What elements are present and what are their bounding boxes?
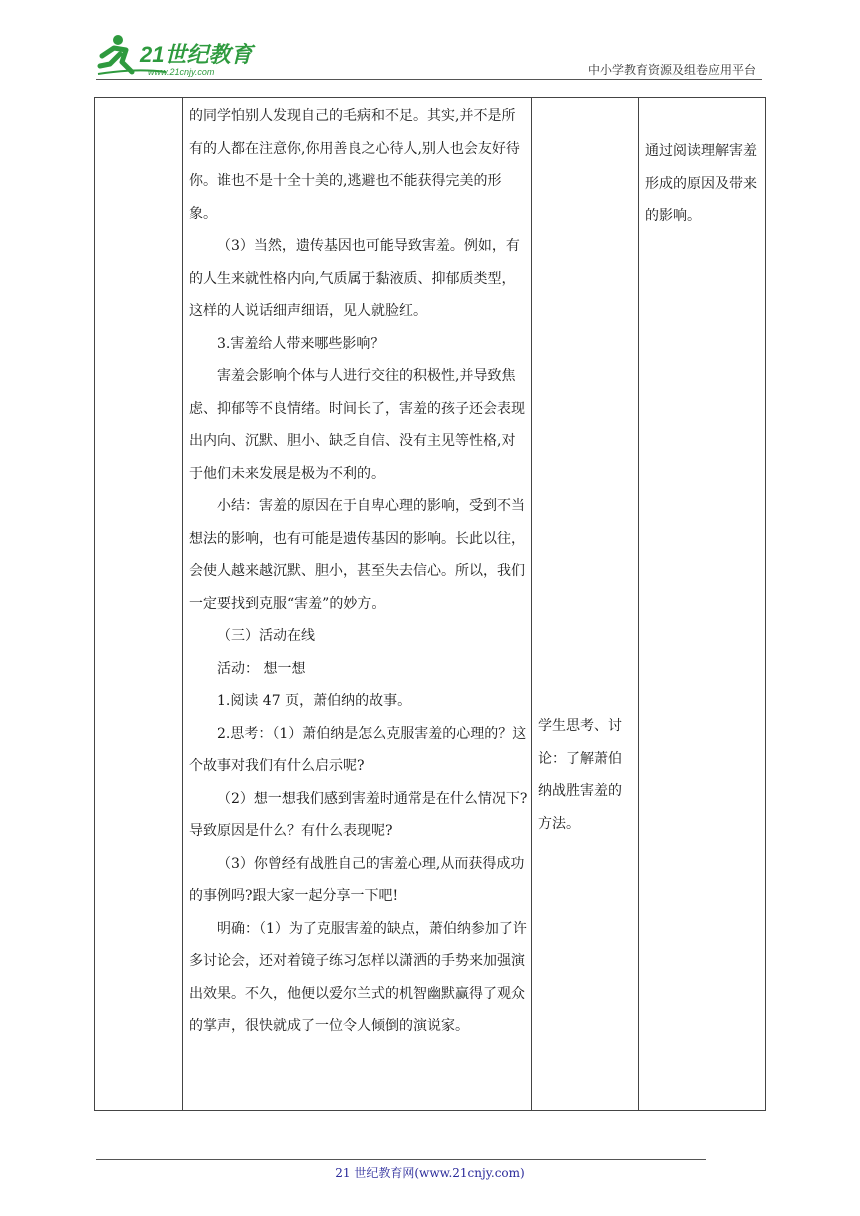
paragraph: 明确：（1）为了克服害羞的缺点，萧伯纳参加了许多讨论会，还对着镜子练习怎样以潇洒的手势来加强演出效果。不久，他便以爱尔兰式的机智幽默赢得了观众的掌声，很快就成了一位令人倾倒的演说家。 — [189, 920, 527, 1034]
paragraph: 的同学怕别人发现自己的毛病和不足。其实,并不是所有的人都在注意你,你用善良之心待人,别人也会友好待你。谁也不是十全十美的,逃避也不能获得完美的形象。 — [189, 108, 520, 222]
paragraph: （3）你曾经有战胜自己的害羞心理,从而获得成功的事例吗?跟大家一起分享一下吧! — [189, 855, 525, 904]
student-activity-text: 学生思考、讨论：了解萧伯纳战胜害羞的方法。 — [538, 718, 622, 832]
footer-divider — [96, 1159, 706, 1160]
paragraph: 小结：害羞的原因在于自卑心理的影响，受到不当想法的影响，也有可能是遗传基因的影响。长此以往，会使人越来越沉默、胆小，甚至失去信心。所以，我们一定要找到克服“害羞”的妙方。 — [189, 498, 525, 612]
paragraph: 害羞会影响个体与人进行交往的积极性,并导致焦虑、抑郁等不良情绪。时间长了，害羞的孩子还会表现出内向、沉默、胆小、缺乏自信、没有主见等性格,对于他们未来发展是极为不利的。 — [189, 368, 525, 482]
design-intent-cell — [645, 135, 760, 233]
paragraph: 1.阅读 47 页，萧伯纳的故事。 — [217, 693, 412, 709]
paragraph: 2.思考：（1）萧伯纳是怎么克服害羞的心理的？这个故事对我们有什么启示呢? — [189, 725, 527, 774]
site-logo[interactable] — [96, 34, 266, 80]
paragraph: （2）想一想我们感到害羞时通常是在什么情况下?导致原因是什么？有什么表现呢? — [189, 790, 528, 839]
column-divider — [531, 98, 532, 1110]
footer-text[interactable]: 21 世纪教育网(www.21cnjy.com) — [335, 1166, 525, 1180]
paragraph: （3）当然，遗传基因也可能导致害羞。例如，有的人生来就性格内向,气质属于黏液质、抑郁质类型，这样的人说话细声细语，见人就脸红。 — [189, 238, 520, 319]
header-divider — [96, 79, 762, 80]
platform-name: 中小学教育资源及组卷应用平台 — [587, 63, 756, 77]
column-divider — [638, 98, 639, 1110]
logo-text: 21世纪教育 — [140, 42, 253, 67]
lesson-table — [94, 97, 766, 1111]
paragraph: 3.害羞给人带来哪些影响？ — [217, 335, 385, 352]
runner-logo-icon — [96, 34, 266, 80]
student-activity-cell — [538, 710, 633, 840]
logo-url: www.21cnjy.com — [148, 67, 215, 77]
page-header — [0, 0, 860, 80]
paragraph: （三）活动在线 — [217, 628, 315, 644]
column-divider — [182, 98, 183, 1110]
paragraph: 活动： 想一想 — [217, 660, 306, 677]
design-intent-text: 通过阅读理解害羞形成的原因及带来的影响。 — [645, 143, 757, 224]
teaching-process-cell — [189, 100, 529, 1043]
